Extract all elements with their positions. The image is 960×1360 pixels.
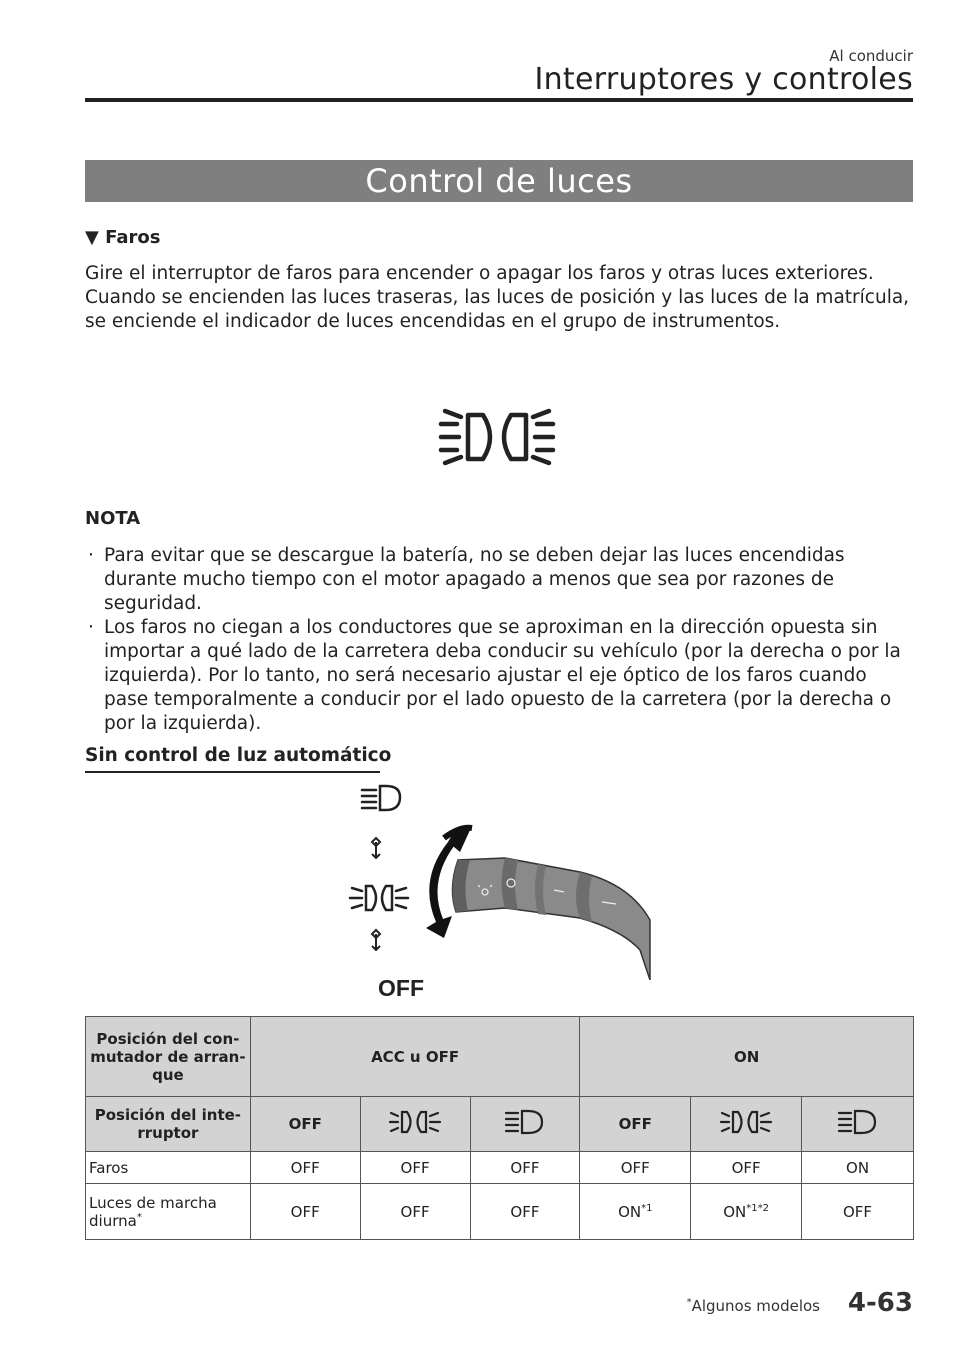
faros-heading: ▼ Faros <box>85 227 161 248</box>
table-cell: OFF <box>250 1152 360 1184</box>
table-cell: OFF <box>360 1184 470 1240</box>
switch-headlight-cell <box>360 1097 470 1152</box>
note-bullet <box>88 616 918 736</box>
light-switch-lever-illustration <box>340 780 660 980</box>
headlight-indicator-icon <box>437 403 557 471</box>
note-bullet-text: Los faros no ciegan a los conductores que se aproximan en la dirección opuesta sin importar a qué lado de la carretera deba conducir su vehículo (por la derecha o por la izquierda). Por lo tanto, no será necesario ajustar el eje óptico de los faros cuando pase temporalmente a conducir por el lado opuesto de la carretera (por la derecha o por la izquierda). <box>104 617 901 734</box>
headlight-icon <box>350 886 408 910</box>
section-label: Al conducir <box>829 47 913 65</box>
note-title: NOTA <box>85 508 141 529</box>
switch-headlight-cell <box>691 1097 802 1152</box>
table-cell: OFF <box>470 1152 580 1184</box>
table-cell: OFF <box>470 1184 580 1240</box>
page-number: 4-63 <box>847 1288 913 1318</box>
light-status-table <box>85 1016 914 1240</box>
table-cell: OFF <box>802 1184 914 1240</box>
switch-position-header: Posición del inte-rruptor <box>86 1097 251 1152</box>
table-cell: OFF <box>360 1152 470 1184</box>
lever-body <box>452 858 650 980</box>
on-header: ON <box>580 1017 914 1097</box>
table-cell: OFF <box>691 1152 802 1184</box>
subsection-underline <box>85 771 380 773</box>
bullet-dot: · <box>88 617 94 638</box>
headlight-icon <box>388 1107 442 1137</box>
table-row <box>86 1184 914 1240</box>
note-bullet-text: Para evitar que se descargue la batería, no se deben dejar las luces encendidas durante mucho tiempo con el motor apagado a menos que sea por razones de seguridad. <box>104 545 845 614</box>
high-beam-icon <box>362 786 400 810</box>
row-label-faros: Faros <box>86 1152 251 1184</box>
table-cell: OFF <box>580 1152 691 1184</box>
switch-off-cell: OFF <box>580 1097 691 1152</box>
high-beam-icon <box>835 1107 881 1137</box>
header-divider <box>85 98 913 102</box>
subsection-heading: Sin control de luz automático <box>85 745 392 766</box>
note-bullet <box>88 544 918 616</box>
high-beam-icon <box>502 1107 548 1137</box>
table-cell: $ON^{*1*2}$ <box>691 1184 802 1240</box>
table-row <box>86 1017 914 1097</box>
headlight-icon <box>719 1107 773 1137</box>
switch-highbeam-cell <box>802 1097 914 1152</box>
footnote: *Algunos modelos <box>686 1297 820 1315</box>
faros-paragraph: Gire el interruptor de faros para encender o apagar los faros y otras luces exteriores. Cuando se encienden las luces traseras, las luces de posición y las luces de la matrícula, se enciende el indicador de luces encendidas en el grupo de instrumentos. <box>85 263 910 332</box>
table-row <box>86 1097 914 1152</box>
table-cell: ON <box>802 1152 914 1184</box>
section-banner: Control de luces <box>85 160 913 202</box>
page-title: Interruptores y controles <box>534 62 913 97</box>
table-cell: ON$^{*1}$ <box>580 1184 691 1240</box>
table-row <box>86 1152 914 1184</box>
switch-highbeam-cell <box>470 1097 580 1152</box>
up-down-arrow-icon <box>372 838 380 858</box>
off-label: OFF <box>378 975 424 1001</box>
acc-off-header: ACC u OFF <box>250 1017 580 1097</box>
up-down-arrow-icon <box>372 930 380 950</box>
table-cell: OFF <box>250 1184 360 1240</box>
bullet-dot: · <box>88 545 94 566</box>
row-label-daytime-lights: Luces de marcha diurna* <box>86 1184 251 1240</box>
ignition-position-header: Posición del con-mutador de arran-que <box>86 1017 251 1097</box>
switch-off-cell: OFF <box>250 1097 360 1152</box>
